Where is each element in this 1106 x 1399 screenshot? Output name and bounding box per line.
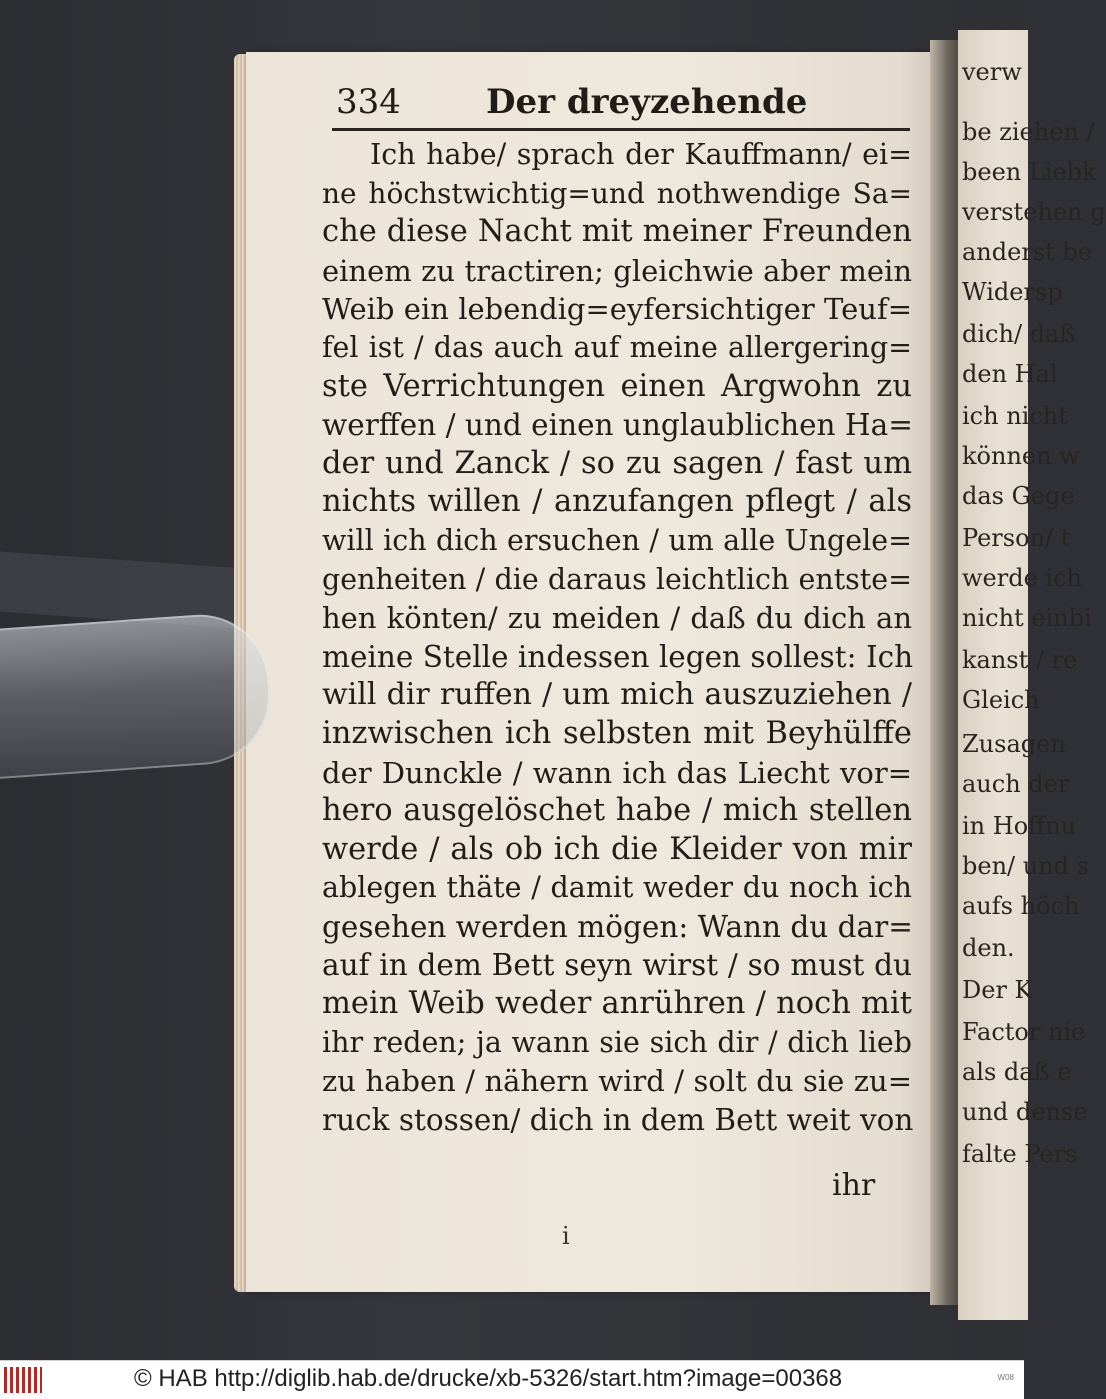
facing-page-line: aufs höch: [962, 892, 1080, 920]
hab-logo-icon: [4, 1367, 42, 1393]
facing-page-line: und dense: [962, 1098, 1088, 1126]
running-head: [336, 82, 906, 126]
page-body-text: [322, 136, 912, 1139]
facing-page-line: Gleich: [962, 686, 1040, 714]
facing-page-line: als daß e: [962, 1058, 1072, 1086]
facing-page-line: ich nicht: [962, 402, 1068, 430]
text-line: hen könten/ zu meiden / daß du dich an: [322, 601, 912, 636]
text-line: der Dunckle / wann ich das Liecht vor=: [322, 755, 912, 790]
footer-bar: [0, 1360, 1024, 1399]
facing-page-line: werde ich: [962, 564, 1082, 592]
text-line: ruck stossen/ dich in dem Bett weit von: [322, 1102, 914, 1137]
facing-page-fragment: [958, 30, 1106, 1320]
facing-page-line: falte Pers: [962, 1140, 1078, 1168]
footer-ref: W08: [997, 1373, 1014, 1382]
text-line: auf in dem Bett seyn wirst / so must du: [322, 948, 912, 983]
facing-page-line: Person/ t: [962, 524, 1071, 552]
facing-page-line: ben/ und s: [962, 852, 1089, 880]
text-line: werffen / und einen unglaublichen Ha=: [322, 408, 913, 443]
text-line: inzwischen ich selbsten mit Beyhülffe: [322, 715, 912, 751]
text-line: gesehen werden mögen: Wann du dar=: [322, 909, 913, 944]
text-line: einem zu tractiren; gleichwie aber mein: [322, 253, 912, 288]
copyright-url[interactable]: © HAB http://diglib.hab.de/drucke/xb-5326/start.htm?image=00368: [134, 1365, 843, 1392]
running-head-title: Der dreyzehende: [486, 82, 808, 122]
catchword: ihr: [832, 1168, 876, 1203]
facing-page-line: kanst / re: [962, 646, 1078, 674]
facing-page-line: den.: [962, 934, 1015, 962]
facing-page-line: das Gege: [962, 482, 1075, 510]
facing-page-line: Factor nie: [962, 1018, 1086, 1046]
text-line: zu haben / nähern wird / solt du sie zu=: [322, 1064, 912, 1099]
text-line: hero ausgelöschet habe / mich stellen: [322, 793, 912, 829]
text-line: fel ist / das auch auf meine allergering=: [322, 330, 912, 364]
facing-page-line: können w: [962, 442, 1080, 470]
text-line: ihr reden; ja wann sie sich dir / dich lieb: [322, 1025, 912, 1059]
signature-mark: i: [562, 1222, 570, 1250]
facing-page-line: Der K: [962, 976, 1033, 1004]
facing-page-line: dich/ daß: [962, 320, 1076, 348]
facing-page-line: verw: [962, 58, 1022, 86]
facing-page-line: Widersp: [962, 278, 1063, 306]
text-line: nichts willen / anzufangen pflegt / als: [322, 484, 912, 520]
facing-page-line: been Liebk: [962, 158, 1097, 186]
facing-page-line: anderst be: [962, 238, 1092, 266]
page-number: 334: [336, 82, 401, 122]
text-line: Ich habe/ sprach der Kauffmann/ ei=: [370, 138, 912, 171]
text-line: Weib ein lebendig=eyfersichtiger Teuf=: [322, 292, 912, 327]
text-line: der und Zanck / so zu sagen / fast um: [322, 445, 912, 481]
text-line: will dir ruffen / um mich auszuziehen /: [322, 677, 912, 713]
glass-clamp: [0, 610, 275, 780]
facing-page-line: in Hoffnu: [962, 812, 1077, 840]
text-line: werde / als ob ich die Kleider von mir: [322, 831, 912, 867]
header-rule: [332, 128, 910, 131]
text-line: ste Verrichtungen einen Argwohn zu: [322, 368, 912, 404]
text-line: ablegen thäte / damit weder du noch ich: [322, 871, 912, 905]
facing-page-line: Zusagen: [962, 730, 1066, 758]
facing-page-line: be ziehen /: [962, 118, 1095, 146]
text-line: ne höchstwichtig=und nothwendige Sa=: [322, 176, 912, 210]
facing-page-line: auch der: [962, 770, 1070, 798]
text-line: will ich dich ersuchen / um alle Ungele=: [322, 523, 912, 557]
text-line: meine Stelle indessen legen sollest: Ich: [322, 639, 914, 674]
facing-page-line: nicht einbi: [962, 604, 1092, 632]
text-line: mein Weib weder anrühren / noch mit: [322, 986, 912, 1022]
text-line: genheiten / die daraus leichtlich entste=: [322, 562, 912, 596]
facing-page-line: verstehen g: [962, 198, 1106, 226]
facing-page-line: den Hal: [962, 360, 1058, 388]
text-line: che diese Nacht mit meiner Freunden: [322, 214, 912, 250]
